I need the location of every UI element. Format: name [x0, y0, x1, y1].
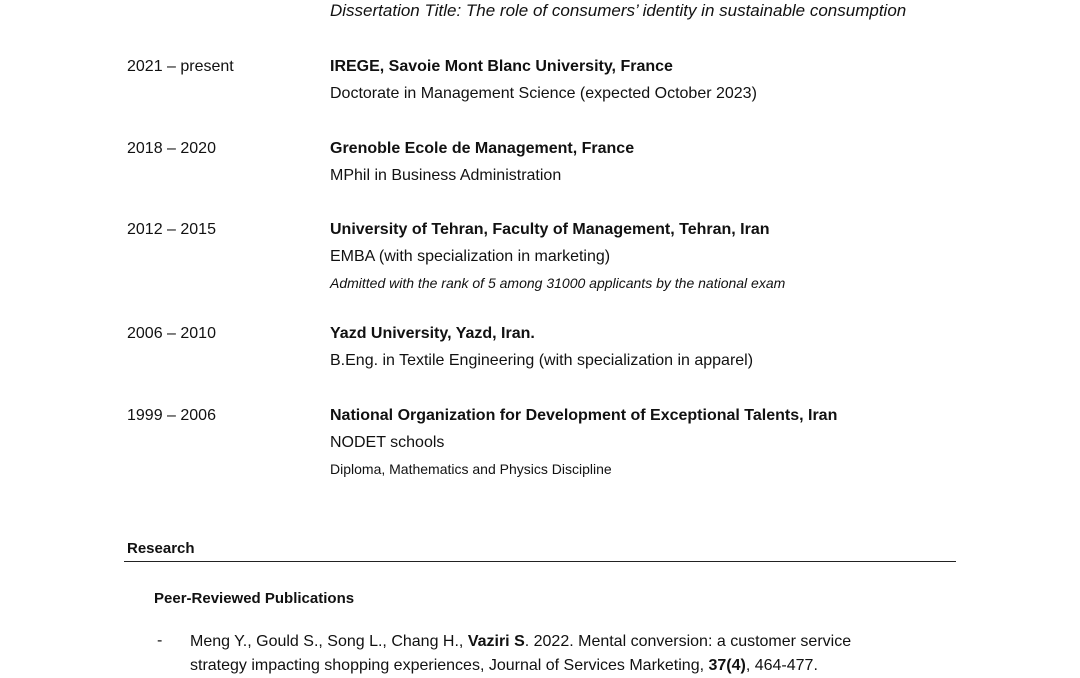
education-degree: MPhil in Business Administration	[330, 167, 562, 184]
section-divider	[124, 561, 956, 562]
publication-text	[190, 630, 930, 678]
education-date: 1999 – 2006	[127, 407, 216, 424]
education-institution: IREGE, Savoie Mont Blanc University, France	[330, 58, 673, 75]
education-institution: Grenoble Ecole de Management, France	[330, 140, 635, 157]
education-degree: NODET schools	[330, 434, 445, 451]
education-degree: Doctorate in Management Science (expected October 2023)	[330, 85, 757, 102]
section-heading-research: Research	[127, 540, 195, 557]
education-degree: EMBA (with specialization in marketing)	[330, 248, 611, 265]
education-date: 2018 – 2020	[127, 140, 216, 157]
publication-title: . 2022. Mental conversion: a customer service	[524, 633, 852, 650]
publication-volume: 37(4)	[708, 657, 746, 674]
education-institution: Yazd University, Yazd, Iran.	[330, 325, 535, 342]
publication-pages: , 464-477.	[745, 657, 818, 674]
education-institution: University of Tehran, Faculty of Management, Tehran, Iran	[330, 221, 770, 238]
education-institution: National Organization for Development of Exceptional Talents, Iran	[330, 407, 838, 424]
publication-authors: Meng Y., Gould S., Song L., Chang H.,	[190, 633, 468, 650]
education-degree: B.Eng. in Textile Engineering (with specialization in apparel)	[330, 352, 754, 369]
publication-highlight-author: Vaziri S	[467, 633, 525, 650]
education-date: 2006 – 2010	[127, 325, 216, 342]
list-bullet: -	[157, 632, 163, 649]
dissertation-title: Dissertation Title: The role of consumers’ identity in sustainable consumption	[330, 1, 907, 20]
education-date: 2021 – present	[127, 58, 234, 75]
publication-journal: strategy impacting shopping experiences, Journal of Services Marketing,	[190, 657, 709, 674]
education-note: Diploma, Mathematics and Physics Discipline	[330, 461, 612, 477]
subsection-heading-publications: Peer-Reviewed Publications	[154, 590, 355, 607]
education-note: Admitted with the rank of 5 among 31000 applicants by the national exam	[330, 275, 786, 291]
education-date: 2012 – 2015	[127, 221, 216, 238]
